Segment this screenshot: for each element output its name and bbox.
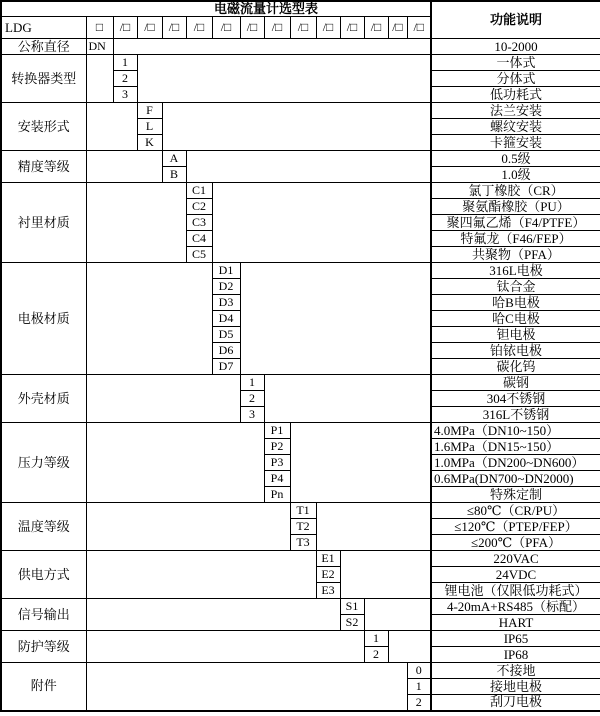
function-description: 卡箍安装 [431,135,600,151]
code-cell: T3 [290,535,316,551]
code-cell: 1 [364,631,388,647]
code-cell: 2 [364,647,388,663]
code-cell: D7 [212,359,240,375]
function-description: 316L电极 [431,263,600,279]
code-cell: D6 [212,343,240,359]
code-cell: E3 [316,583,340,599]
code-cell: 1 [407,679,431,695]
empty-filler [316,503,431,551]
function-description: 特殊定制 [431,487,600,503]
function-description: 刮刀电极 [431,695,600,711]
code-cell: D4 [212,311,240,327]
function-description: 1.6MPa（DN15~150） [431,439,600,455]
table-row [1,663,600,679]
table-row [1,39,600,55]
function-description: ≤120℃（PTEP/FEP） [431,519,600,535]
model-code-segment-box: /□ [186,17,212,39]
model-code-segment-box: /□ [316,17,340,39]
empty-filler [86,503,290,551]
model-code-segment-box: /□ [137,17,162,39]
function-description: 锂电池（仅限低功耗式） [431,583,600,599]
empty-filler [86,263,212,375]
function-description: 304不锈钢 [431,391,600,407]
model-code-segment-box: /□ [388,17,407,39]
table-row [1,103,600,119]
code-cell: P4 [264,471,290,487]
function-description: 聚四氟乙烯（F4/PTFE） [431,215,600,231]
function-description: 低功耗式 [431,87,600,103]
function-description: IP68 [431,647,600,663]
function-description: 接地电极 [431,679,600,695]
function-description: 220VAC [431,551,600,567]
code-cell: Pn [264,487,290,503]
table-row [1,151,600,167]
category-label: 供电方式 [1,551,86,599]
code-cell: 2 [240,391,264,407]
category-label: 外壳材质 [1,375,86,423]
category-label: 公称直径 [1,39,86,55]
function-description: 聚氨酯橡胶（PU） [431,199,600,215]
empty-filler [340,551,431,599]
empty-filler [264,375,431,423]
empty-filler [186,151,431,183]
table-row [1,631,600,647]
code-cell: C5 [186,247,212,263]
empty-filler [86,599,340,631]
empty-filler [86,663,407,711]
code-cell: C4 [186,231,212,247]
code-cell: D5 [212,327,240,343]
table-row [1,503,600,519]
empty-filler [162,103,431,151]
code-cell: T1 [290,503,316,519]
table-row [1,183,600,199]
empty-filler [86,55,113,103]
function-description: 螺纹安装 [431,119,600,135]
code-cell: D1 [212,263,240,279]
model-code-segment-box: /□ [212,17,240,39]
code-cell: E1 [316,551,340,567]
code-cell: 3 [240,407,264,423]
empty-filler [290,423,431,503]
code-cell: C2 [186,199,212,215]
code-cell: D2 [212,279,240,295]
model-code-segment-box: /□ [162,17,186,39]
code-cell: 2 [407,695,431,711]
function-description: 哈C电极 [431,311,600,327]
function-description: 1.0级 [431,167,600,183]
category-label: 信号输出 [1,599,86,631]
empty-filler [86,551,316,599]
empty-filler [364,599,431,631]
category-label: 电极材质 [1,263,86,375]
table-row [1,375,600,391]
code-cell: S2 [340,615,364,631]
function-description: 1.0MPa（DN200~DN600） [431,455,600,471]
table-row [1,551,600,567]
code-cell: C1 [186,183,212,199]
function-description: 0.6MPa(DN700~DN2000) [431,471,600,487]
model-code-segment-box: /□ [240,17,264,39]
category-label: 转换器类型 [1,55,86,103]
empty-filler [86,103,137,151]
model-code-segment-box: /□ [364,17,388,39]
table-row [1,263,600,279]
code-cell: D3 [212,295,240,311]
function-description: 碳钢 [431,375,600,391]
category-label: 温度等级 [1,503,86,551]
function-description: 316L不锈钢 [431,407,600,423]
function-description: 哈B电极 [431,295,600,311]
function-description: 共聚物（PFA） [431,247,600,263]
function-description: 4-20mA+RS485（标配） [431,599,600,615]
function-description: 氯丁橡胶（CR） [431,183,600,199]
table-row [1,599,600,615]
function-description: 碳化钨 [431,359,600,375]
function-description: 铂铱电极 [431,343,600,359]
code-cell: 3 [113,87,137,103]
code-cell: E2 [316,567,340,583]
empty-filler [86,631,364,663]
category-label: 安装形式 [1,103,86,151]
empty-filler [388,631,431,663]
function-description: ≤200℃（PFA） [431,535,600,551]
empty-filler [86,183,186,263]
category-label: 附件 [1,663,86,711]
category-label: 压力等级 [1,423,86,503]
table-row [1,55,600,71]
function-description: IP65 [431,631,600,647]
model-code-first-box: □ [86,17,113,39]
code-cell: L [137,119,162,135]
function-description: 0.5级 [431,151,600,167]
code-cell: T2 [290,519,316,535]
category-label: 精度等级 [1,151,86,183]
code-cell: 1 [240,375,264,391]
empty-filler [113,39,431,55]
code-cell: P1 [264,423,290,439]
function-description: 分体式 [431,71,600,87]
code-cell: 1 [113,55,137,71]
model-code-segment-box: /□ [113,17,137,39]
model-code-segment-box: /□ [407,17,431,39]
code-cell: K [137,135,162,151]
function-description: HART [431,615,600,631]
function-description: ≤80℃（CR/PU） [431,503,600,519]
code-cell: DN [86,39,113,55]
function-description: 4.0MPa（DN10~150） [431,423,600,439]
model-code-segment-box: /□ [290,17,316,39]
function-description: 不接地 [431,663,600,679]
function-description: 特氟龙（F46/FEP） [431,231,600,247]
function-column-header: 功能说明 [431,1,600,39]
code-cell: 2 [113,71,137,87]
title-row [1,1,600,17]
code-cell: F [137,103,162,119]
function-description: 一体式 [431,55,600,71]
table-title: 电磁流量计选型表 [1,1,431,17]
category-label: 衬里材质 [1,183,86,263]
function-description: 钛合金 [431,279,600,295]
function-description: 法兰安装 [431,103,600,119]
function-description: 钽电极 [431,327,600,343]
code-cell: C3 [186,215,212,231]
empty-filler [86,151,162,183]
code-cell: A [162,151,186,167]
model-prefix: LDG [1,17,86,39]
code-cell: S1 [340,599,364,615]
code-cell: P3 [264,455,290,471]
empty-filler [212,183,431,263]
code-cell: P2 [264,439,290,455]
model-code-segment-box: /□ [264,17,290,39]
table-row [1,423,600,439]
function-description: 24VDC [431,567,600,583]
empty-filler [240,263,431,375]
empty-filler [137,55,431,103]
code-cell: 0 [407,663,431,679]
function-description: 10-2000 [431,39,600,55]
code-cell: B [162,167,186,183]
model-code-segment-box: /□ [340,17,364,39]
empty-filler [86,423,264,503]
empty-filler [86,375,240,423]
category-label: 防护等级 [1,631,86,663]
